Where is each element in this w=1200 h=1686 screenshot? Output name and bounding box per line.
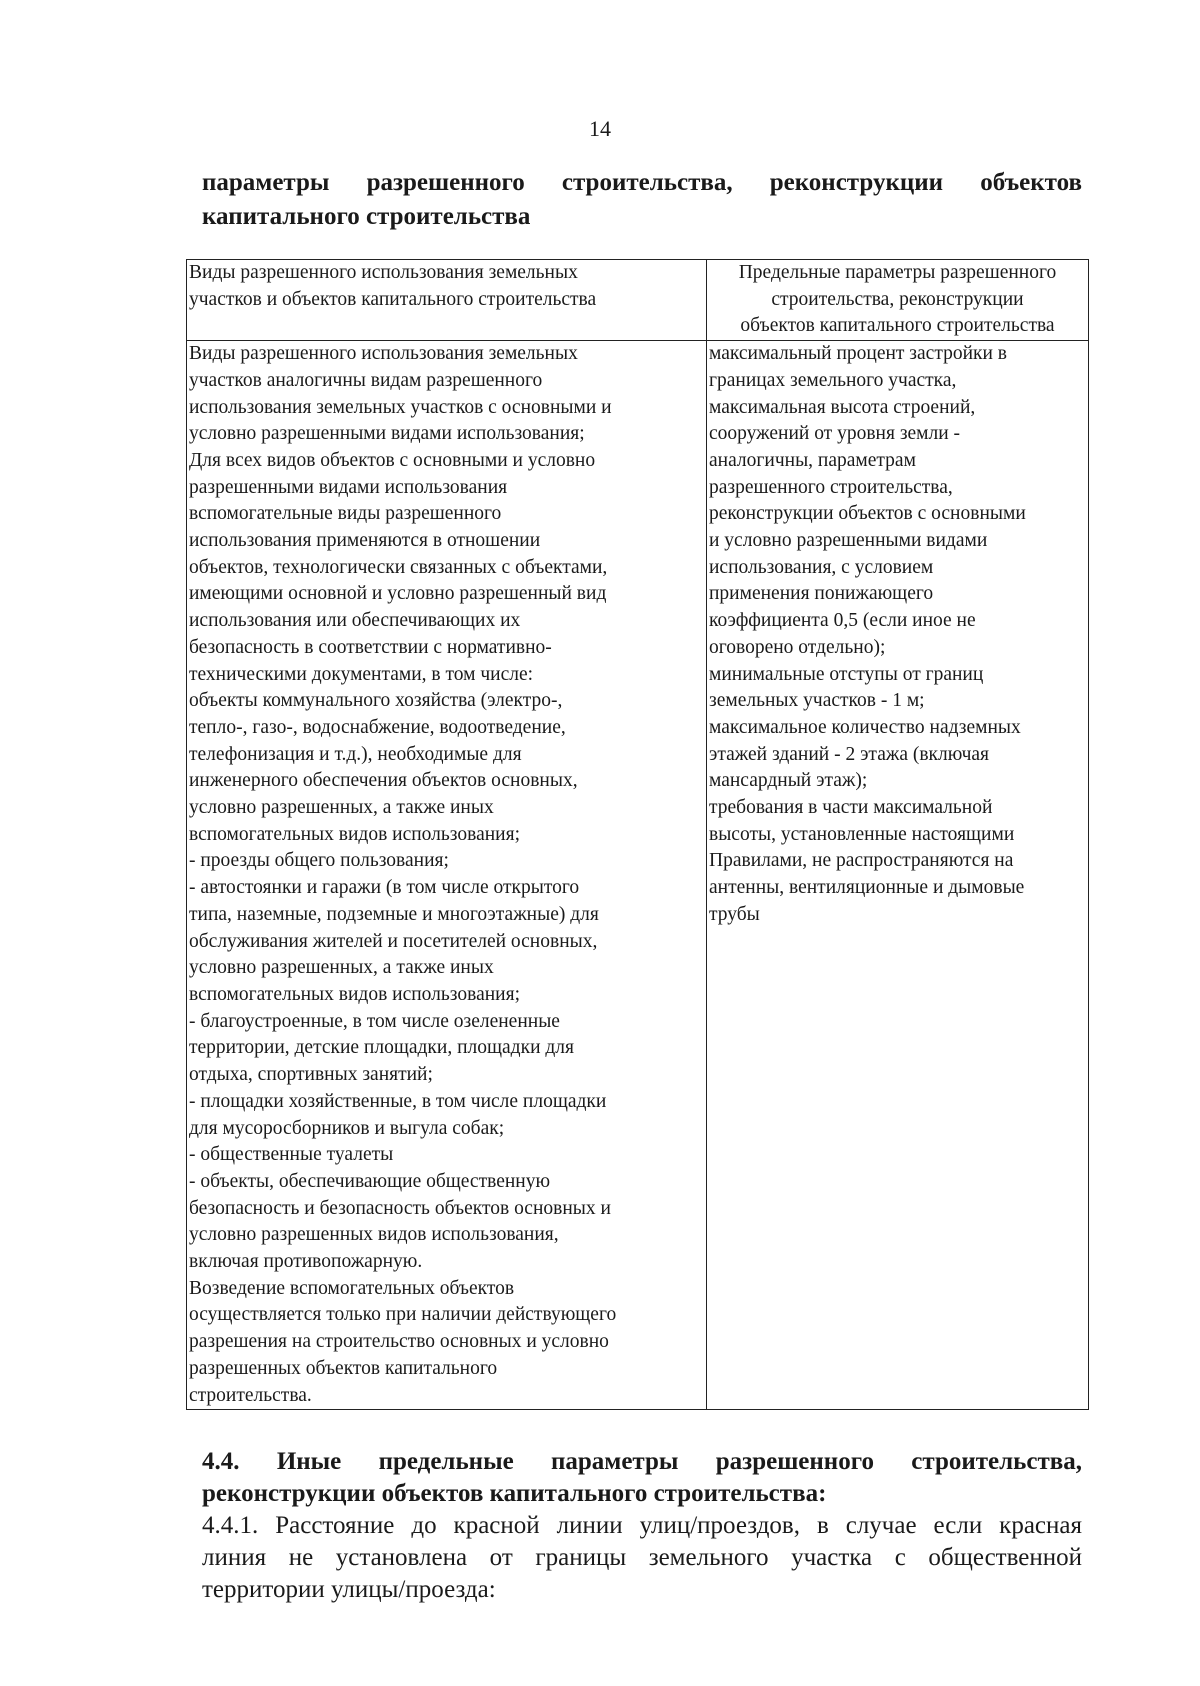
header-limit-params-line: строительства, реконструкции — [771, 288, 1024, 310]
limit-params-line: высоты, установленные настоящими — [709, 823, 1015, 845]
limit-params-line: трубы — [709, 903, 760, 925]
limit-params-line: максимальный процент застройки в — [709, 343, 1008, 365]
use-types-line: вспомогательные виды разрешенного — [189, 503, 502, 525]
header-use-types-line: участков и объектов капитального строительства — [189, 288, 597, 310]
use-types-line: - объекты, обеспечивающие общественную — [189, 1170, 551, 1192]
use-types-line: обслуживания жителей и посетителей основных, — [189, 930, 598, 952]
limit-params-line: сооружений от уровня земли - — [709, 423, 961, 445]
use-types-line: разрешения на строительство основных и условно — [189, 1331, 609, 1353]
paragraph-line-1: 4.4.1. Расстояние до красной линии улиц/проездов, в случае если красная — [202, 1512, 1082, 1539]
use-types-line: инженерного обеспечения объектов основных, — [189, 770, 578, 792]
limit-params-line: максимальное количество надземных — [709, 716, 1021, 738]
use-types-line: условно разрешенных видов использования, — [189, 1224, 559, 1246]
use-types-line: - площадки хозяйственные, в том числе площадки — [189, 1090, 607, 1112]
use-types-line: условно разрешенных, а также иных — [189, 797, 494, 819]
limit-params-line: использования, с условием — [709, 556, 934, 578]
heading-line-1: параметры разрешенного строительства, реконструкции объектов — [202, 169, 1082, 196]
page-number: 14 — [589, 116, 611, 141]
use-types-line: объекты коммунального хозяйства (электро-, — [189, 690, 563, 712]
use-types-line: участков аналогичны видам разрешенного — [189, 369, 543, 391]
limit-params-line: оговорено отдельно); — [709, 636, 886, 658]
use-types-line: использования или обеспечивающих их — [189, 610, 521, 632]
heading-line-2: капитального строительства — [202, 203, 531, 230]
use-types-line: безопасность в соответствии с нормативно- — [189, 636, 552, 658]
use-types-line: безопасность и безопасность объектов основных и — [189, 1197, 611, 1219]
use-types-line: - общественные туалеты — [189, 1144, 394, 1166]
header-cell-use-types — [187, 260, 707, 341]
limit-params-line: антенны, вентиляционные и дымовые — [709, 877, 1025, 899]
use-types-line: Для всех видов объектов с основными и условно — [189, 449, 596, 471]
paragraph-line-3: территории улицы/проезда: — [202, 1576, 496, 1603]
limit-params-line: аналогичны, параметрам — [709, 449, 916, 471]
limit-params-line: и условно разрешенными видами — [709, 530, 988, 552]
section-4-4 — [202, 1446, 1082, 1606]
use-types-line: вспомогательных видов использования; — [189, 823, 521, 845]
cell-use-types-description — [187, 341, 707, 1410]
use-types-line: Возведение вспомогательных объектов — [189, 1277, 515, 1299]
use-types-line: осуществляется только при наличии действующего — [189, 1304, 617, 1326]
use-types-line: тепло-, газо-, водоснабжение, водоотведение, — [189, 716, 566, 738]
use-types-line: использования применяются в отношении — [189, 530, 541, 552]
section-title — [202, 1446, 1082, 1510]
use-types-line: строительства. — [189, 1384, 312, 1406]
use-types-line: для мусоросборников и выгула собак; — [189, 1117, 505, 1139]
limit-params-line: минимальные отступы от границ — [709, 663, 984, 685]
use-types-line: разрешенными видами использования — [189, 476, 508, 498]
use-types-line: включая противопожарную. — [189, 1251, 423, 1273]
limit-params-line: применения понижающего — [709, 583, 934, 605]
limit-params-line: мансардный этаж); — [709, 770, 868, 792]
header-limit-params-line: Предельные параметры разрешенного — [738, 262, 1057, 283]
table-header-row — [187, 260, 1089, 341]
page-heading — [202, 166, 1082, 234]
limit-params-line: этажей зданий - 2 этажа (включая — [709, 743, 990, 765]
section-paragraph — [202, 1510, 1082, 1606]
use-types-line: - благоустроенные, в том числе озелененные — [189, 1010, 560, 1032]
use-types-line: вспомогательных видов использования; — [189, 983, 521, 1005]
use-types-line: территории, детские площадки, площадки для — [189, 1037, 575, 1059]
cell-limit-params-description — [707, 341, 1089, 1410]
use-types-line: - автостоянки и гаражи (в том числе открытого — [189, 877, 580, 899]
use-types-line: имеющими основной и условно разрешенный вид — [189, 583, 607, 605]
section-title-line-1: 4.4. Иные предельные параметры разрешенного строительства, — [202, 1448, 1082, 1475]
use-types-line: использования земельных участков с основными и — [189, 396, 612, 418]
use-types-line: телефонизация и т.д.), необходимые для — [189, 743, 522, 765]
limit-params-line: Правилами, не распространяются на — [709, 850, 1014, 872]
limit-params-line: границах земельного участка, — [709, 369, 957, 391]
paragraph-line-2: линия не установлена от границы земельного участка с общественной — [202, 1544, 1082, 1571]
use-types-line: условно разрешенными видами использования; — [189, 423, 585, 445]
use-types-line: условно разрешенных, а также иных — [189, 957, 494, 979]
parameters-table — [186, 259, 1089, 1410]
header-cell-limit-params — [707, 260, 1089, 341]
use-types-line: объектов, технологически связанных с объектами, — [189, 556, 608, 578]
header-use-types-line: Виды разрешенного использования земельных — [189, 262, 578, 283]
limit-params-line: разрешенного строительства, — [709, 476, 953, 498]
limit-params-line: коэффициента 0,5 (если иное не — [709, 610, 976, 632]
use-types-line: - проезды общего пользования; — [189, 850, 449, 872]
use-types-line: Виды разрешенного использования земельных — [189, 343, 578, 365]
use-types-line: разрешенных объектов капитального — [189, 1357, 498, 1379]
header-limit-params-line: объектов капитального строительства — [740, 315, 1055, 337]
use-types-line: техническими документами, в том числе: — [189, 663, 534, 685]
limit-params-line: земельных участков - 1 м; — [709, 690, 925, 712]
limit-params-line: реконструкции объектов с основными — [709, 503, 1026, 525]
table-row — [187, 341, 1089, 1410]
use-types-line: отдыха, спортивных занятий; — [189, 1064, 433, 1086]
limit-params-line: требования в части максимальной — [709, 797, 993, 819]
limit-params-line: максимальная высота строений, — [709, 396, 976, 418]
use-types-line: типа, наземные, подземные и многоэтажные) для — [189, 903, 599, 925]
section-title-line-2: реконструкции объектов капитального строительства: — [202, 1480, 827, 1507]
